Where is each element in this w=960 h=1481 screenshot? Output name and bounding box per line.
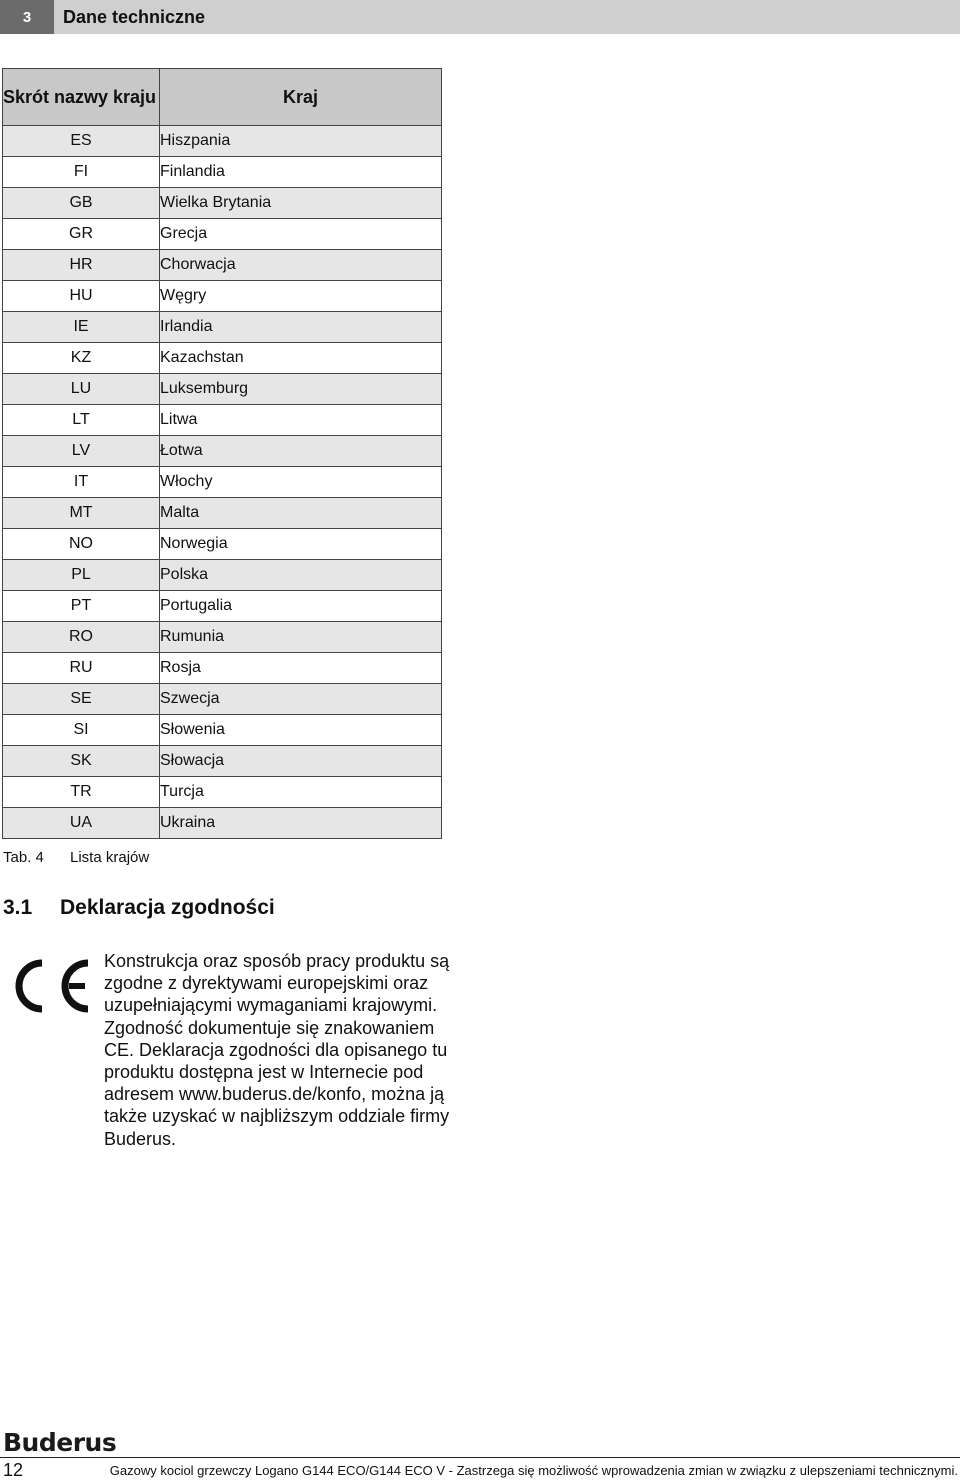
country-name-cell: Luksemburg xyxy=(160,374,442,405)
country-code-cell: SK xyxy=(3,746,160,777)
country-name-cell: Grecja xyxy=(160,219,442,250)
chapter-header xyxy=(0,0,960,34)
table-row xyxy=(3,312,442,343)
country-code-cell: SE xyxy=(3,684,160,715)
table-body xyxy=(3,126,442,839)
table-row xyxy=(3,715,442,746)
table-row xyxy=(3,281,442,312)
country-code-cell: HR xyxy=(3,250,160,281)
country-name-cell: Irlandia xyxy=(160,312,442,343)
country-code-cell: LV xyxy=(3,436,160,467)
table-caption-text: Lista krajów xyxy=(70,849,150,866)
table-row xyxy=(3,777,442,808)
country-name-cell: Rosja xyxy=(160,653,442,684)
section-title: Deklaracja zgodności xyxy=(60,896,275,919)
country-code-cell: KZ xyxy=(3,343,160,374)
conformity-paragraph: Konstrukcja oraz sposób pracy produktu są zgodne z dyrektywami europejskimi oraz uzupełniającymi wymaganiami krajowymi. Zgodność dokumentuje się znakowaniem CE. Deklaracja zgodności dla opisanego tu produktu dostępna jest w Internecie pod adresem www.buderus.de/konfo, można ją także uzyskać w najbliższym oddziale firmy Buderus. xyxy=(104,951,450,1149)
country-code-cell: NO xyxy=(3,529,160,560)
country-name-cell: Włochy xyxy=(160,467,442,498)
country-name-cell: Słowacja xyxy=(160,746,442,777)
table-row xyxy=(3,250,442,281)
country-name-cell: Finlandia xyxy=(160,157,442,188)
table-row xyxy=(3,622,442,653)
country-code-cell: UA xyxy=(3,808,160,839)
country-name-cell: Polska xyxy=(160,560,442,591)
country-name-cell: Turcja xyxy=(160,777,442,808)
country-code-cell: ES xyxy=(3,126,160,157)
country-name-cell: Węgry xyxy=(160,281,442,312)
country-code-cell: RO xyxy=(3,622,160,653)
country-code-cell: LT xyxy=(3,405,160,436)
country-name-cell: Łotwa xyxy=(160,436,442,467)
table-header-row xyxy=(3,69,442,126)
table-row xyxy=(3,684,442,715)
section-heading xyxy=(3,896,275,920)
country-code-cell: HU xyxy=(3,281,160,312)
country-code-cell: GB xyxy=(3,188,160,219)
table-row xyxy=(3,746,442,777)
table-caption-number: Tab. 4 xyxy=(3,849,44,866)
table-row xyxy=(3,436,442,467)
country-code-cell: LU xyxy=(3,374,160,405)
country-name-cell: Chorwacja xyxy=(160,250,442,281)
chapter-number: 3 xyxy=(0,0,54,34)
table-row xyxy=(3,343,442,374)
table-row xyxy=(3,405,442,436)
country-name-cell: Ukraina xyxy=(160,808,442,839)
country-code-cell: SI xyxy=(3,715,160,746)
country-code-cell: GR xyxy=(3,219,160,250)
country-name-cell: Wielka Brytania xyxy=(160,188,442,219)
table-row xyxy=(3,374,442,405)
country-code-cell: PT xyxy=(3,591,160,622)
chapter-title: Dane techniczne xyxy=(63,6,206,27)
country-code-cell: PL xyxy=(3,560,160,591)
country-name-cell: Rumunia xyxy=(160,622,442,653)
country-name-cell: Malta xyxy=(160,498,442,529)
table-row xyxy=(3,157,442,188)
country-name-cell: Hiszpania xyxy=(160,126,442,157)
country-name-cell: Litwa xyxy=(160,405,442,436)
footer-divider xyxy=(0,1457,960,1458)
column-header-code: Skrót nazwy kraju xyxy=(3,69,160,126)
country-name-cell: Szwecja xyxy=(160,684,442,715)
footer-text: Gazowy kociol grzewczy Logano G144 ECO/G144 ECO V - Zastrzega się możliwość wprowadzenia zmian w związku z ulepszeniami technicznymi. xyxy=(109,1463,958,1478)
country-name-cell: Portugalia xyxy=(160,591,442,622)
column-header-country: Kraj xyxy=(160,69,442,126)
country-name-cell: Norwegia xyxy=(160,529,442,560)
country-name-cell: Kazachstan xyxy=(160,343,442,374)
country-name-cell: Słowenia xyxy=(160,715,442,746)
country-code-cell: MT xyxy=(3,498,160,529)
table-caption xyxy=(3,849,149,866)
table-row xyxy=(3,188,442,219)
table-row xyxy=(3,653,442,684)
country-code-cell: RU xyxy=(3,653,160,684)
table-row xyxy=(3,591,442,622)
country-table xyxy=(2,68,442,839)
table-row xyxy=(3,560,442,591)
ce-mark-icon xyxy=(11,955,93,1017)
table-row xyxy=(3,529,442,560)
country-code-cell: IT xyxy=(3,467,160,498)
section-number: 3.1 xyxy=(3,896,33,919)
table-row xyxy=(3,126,442,157)
table-row xyxy=(3,467,442,498)
table-row xyxy=(3,808,442,839)
buderus-logo: Buderus xyxy=(3,1428,117,1457)
page-number: 12 xyxy=(3,1460,24,1480)
country-code-cell: IE xyxy=(3,312,160,343)
country-code-cell: TR xyxy=(3,777,160,808)
country-code-cell: FI xyxy=(3,157,160,188)
table-row xyxy=(3,498,442,529)
table-row xyxy=(3,219,442,250)
